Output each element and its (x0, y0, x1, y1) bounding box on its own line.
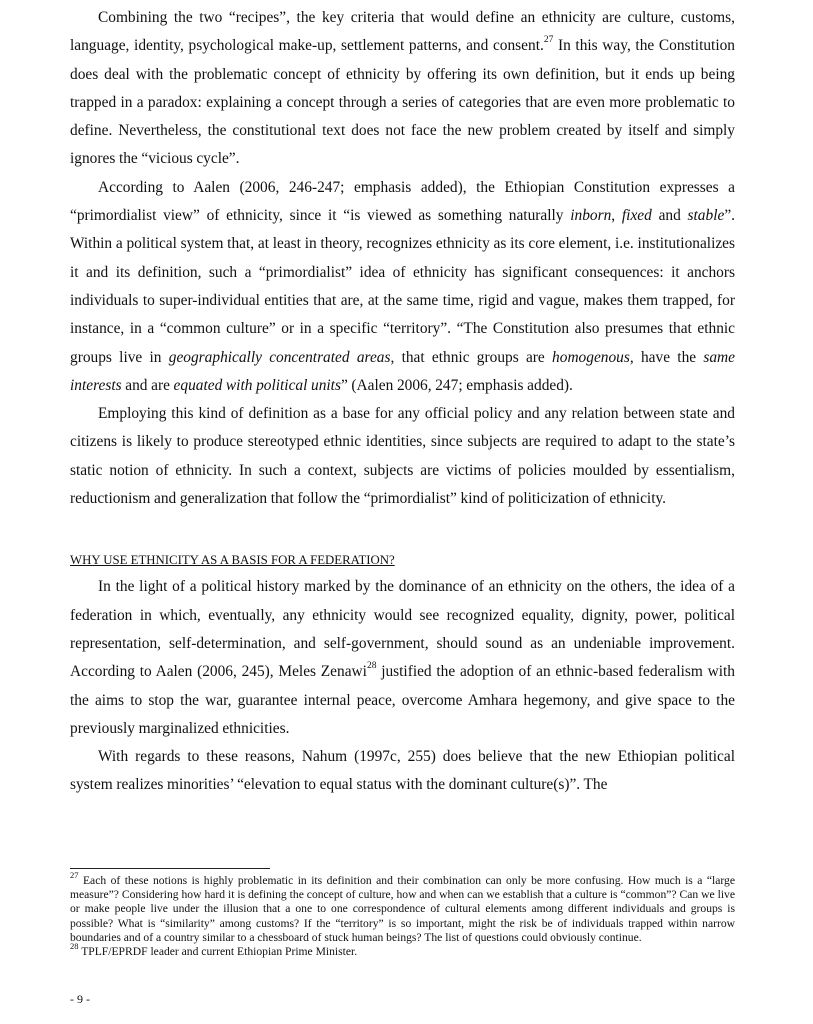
paragraph-culture-criteria: Combining the two “recipes”, the key criteria that would define an ethnicity are culture, customs, language, identity, psychological make-up, settlement patterns, and consent.$^{27}$ In this way, the Constitution does deal with the problematic concept of ethnicity by offering its own definition, but it ends up being trapped in a paradox: explaining a concept through a series of categories that are even more problematic to define. Nevertheless, the constitutional text does not face the new problem created by itself and simply ignores the “vicious cycle”. (70, 9, 735, 168)
emphasis-stable: stable (687, 207, 725, 225)
paragraph-nahum: With regards to these reasons, Nahum (1997c, 255) does believe that the new Ethiopian political system realizes minorities’ “elevation to equal status with the dominant culture(s)”. The (70, 748, 735, 794)
page-body (70, 4, 735, 800)
paragraph-primordialist-view: According to Aalen (2006, 246-247; emphasis added), the Ethiopian Constitution expresses a “primordialist view” of ethnicity, since it “is viewed as something naturally inborn, fixed and stable”. Within a political system that, at least in theory, recognizes ethnicity as its core element, i.e. institutionalizes it and its definition, such a “primordialist” idea of ethnicity has significant consequences: it anchors individuals to super-individual entities that are, at the same time, rigid and vague, makes them trapped, for instance, in a “common culture” or in a specific “territory”. “The Constitution also presumes that ethnic groups live in geographically concentrated areas, that ethnic groups are homogenous, have the same interests and are equated with political units” (Aalen 2006, 247; emphasis added). (70, 178, 736, 394)
footnote-28: $^{28}$ TPLF/EPRDF leader and current Ethiopian Prime Minister. (70, 941, 358, 959)
footnote-number: 27 (70, 870, 79, 881)
emphasis-same-interests: same interests (70, 348, 736, 394)
emphasis-political-units: equated with political units (173, 376, 341, 394)
paragraph-stereotyped-identities: Employing this kind of definition as a base for any official policy and any relation between state and citizens is likely to produce stereotyped ethnic identities, since subjects are required to adapt to the state’s static notion of ethnicity. In such a context, subjects are victims of policies moulded by essentialism, reductionism and generalization that follow the “primordialist” kind of politicization of ethnicity. (70, 405, 735, 508)
emphasis-geographic: geographically concentrated areas (168, 348, 391, 366)
emphasis-fixed: fixed (621, 207, 652, 225)
footnote-number: 28 (70, 941, 79, 952)
emphasis-homogenous: homogenous (552, 348, 630, 366)
footnote-27: $^{27}$ Each of these notions is highly problematic in its definition and their combination can only be more confusing. How much is a “large measure”? Considering how hard it is defining the concept of culture, how and when can we establish that a culture is “common”? Can we live or make people live under the illusion that a one to one correspondence of cultural elements among different individuals and groups is possible? What is “similarity” among customs? If the “territory” is so important, might the risk be of individuals trapped within narrow boundaries and of a country similar to a chessboard of stuck human beings? The list of questions could obviously continue. (70, 870, 735, 944)
paragraph-federation-idea: In the light of a political history marked by the dominance of an ethnicity on the others, the idea of a federation in which, eventually, any ethnicity would see recognized equality, dignity, power, political representation, self-determination, and self-government, should sound as an undeniable improvement. According to Aalen (2006, 245), Meles Zenawi$^{28}$ justified the adoption of an ethnic-based federalism with the aims to stop the war, guarantee internal peace, overcome Amhara hegemony, and give space to the previously marginalized ethnicities. (70, 578, 736, 737)
footnote-divider (70, 868, 270, 869)
footnotes (70, 870, 735, 959)
emphasis-inborn: inborn (570, 207, 612, 225)
footnote-ref-28[interactable]: 28 (366, 661, 377, 672)
section-heading: WHY USE ETHNICITY AS A BASIS FOR A FEDERATION? (70, 553, 395, 568)
footnote-ref-27[interactable]: 27 (543, 35, 554, 46)
page-number: - 9 - (70, 992, 90, 1006)
